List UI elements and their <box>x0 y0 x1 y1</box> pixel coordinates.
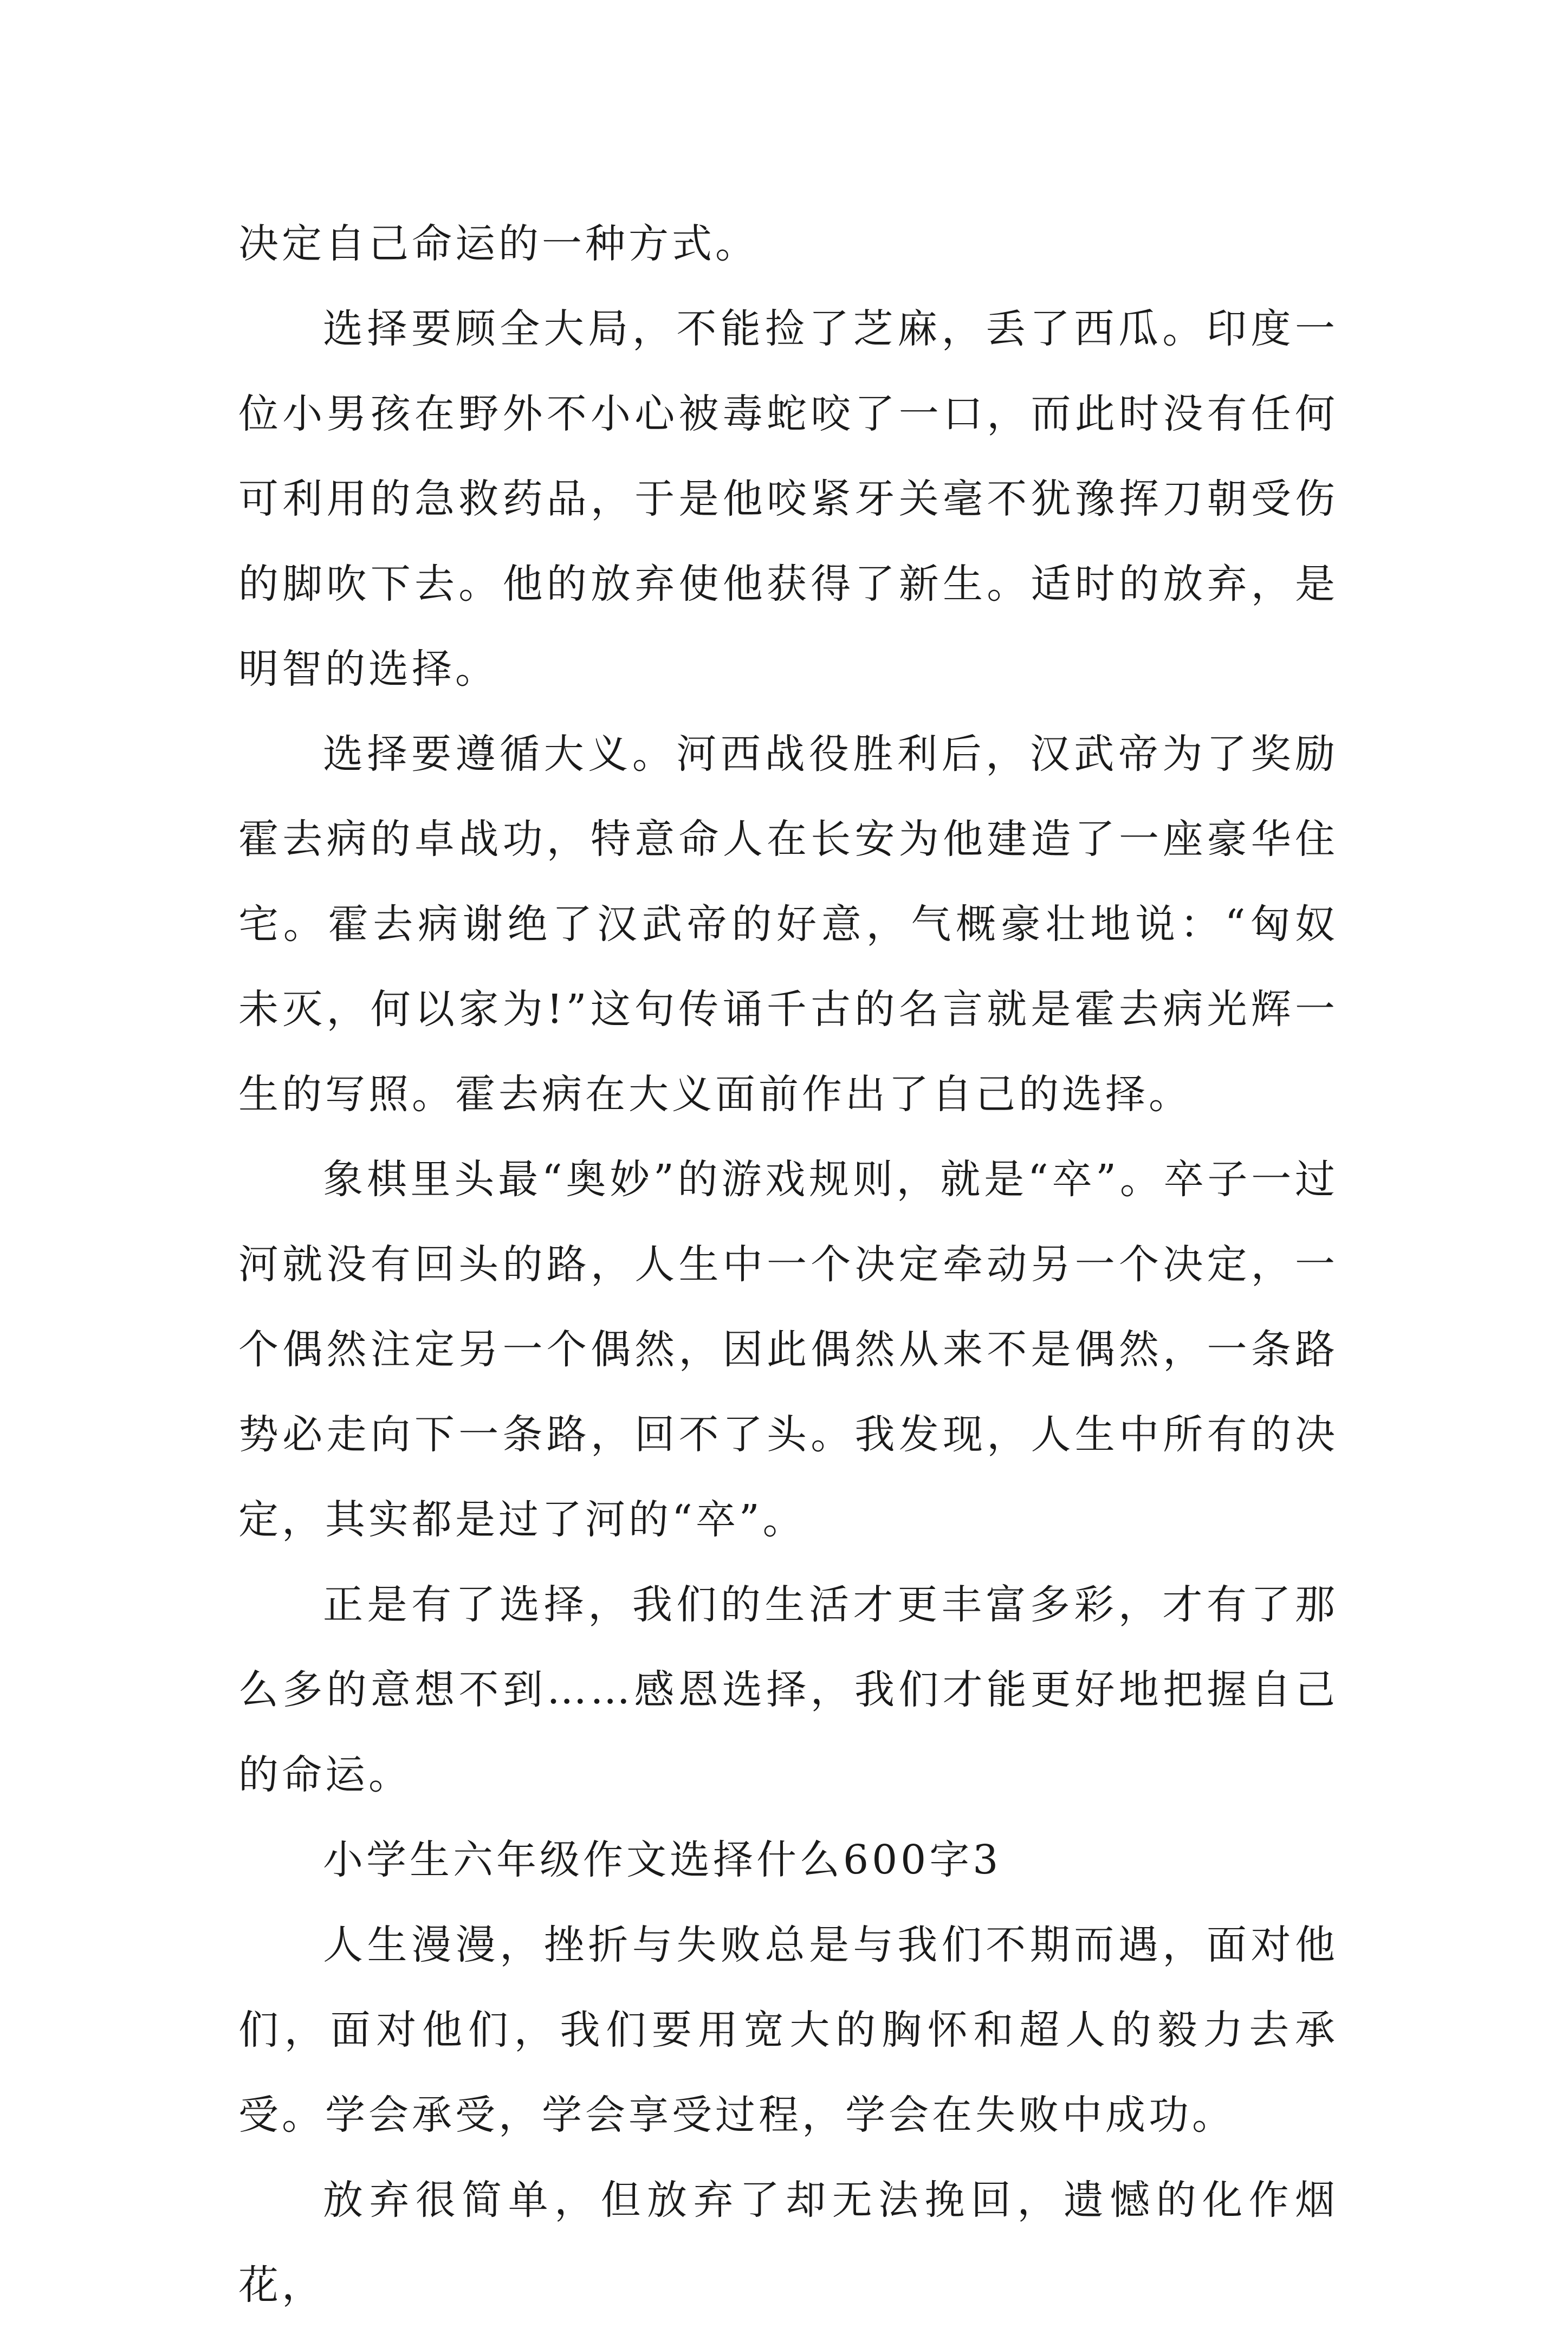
paragraph-big-picture: 选择要顾全大局，不能捡了芝麻，丢了西瓜。印度一位小男孩在野外不小心被毒蛇咬了一口，而此时没有任何可利用的急救药品，于是他咬紧牙关毫不犹豫挥刀朝受伤的脚吹下去。他的放弃使他获得了新生。适时的放弃，是明智的选择。 <box>238 306 1338 692</box>
paragraph-righteousness: 选择要遵循大义。河西战役胜利后，汉武帝为了奖励霍去病的卓战功，特意命人在长安为他建造了一座豪华住宅。霍去病谢绝了汉武帝的好意，气概豪壮地说：“匈奴未灭，何以家为!”这句传诵千古的名言就是霍去病光辉一生的写照。霍去病在大义面前作出了自己的选择。 <box>238 731 1338 1118</box>
paragraph-giving-up: 放弃很简单，但放弃了却无法挽回，遗憾的化作烟花， <box>238 2177 1338 2308</box>
document-body <box>238 202 1338 2328</box>
paragraph-endurance: 人生漫漫，挫折与失败总是与我们不期而遇，面对他们，面对他们，我们要用宽大的胸怀和超人的毅力去承受。学会承受，学会享受过程，学会在失败中成功。 <box>238 1922 1338 2138</box>
paragraph-gratitude: 正是有了选择，我们的生活才更丰富多彩，才有了那么多的意想不到……感恩选择，我们才能更好地把握自己的命运。 <box>238 1581 1338 1798</box>
paragraph-chess-pawn: 象棋里头最“奥妙”的游戏规则，就是“卒”。卒子一过河就没有回头的路，人生中一个决定牵动另一个决定，一个偶然注定另一个偶然，因此偶然从来不是偶然，一条路势必走向下一条路，回不了头。我发现，人生中所有的决定，其实都是过了河的“卒”。 <box>238 1156 1338 1543</box>
paragraph-fate-ending: 决定自己命运的一种方式。 <box>238 221 759 267</box>
section-heading: 小学生六年级作文选择什么600字3 <box>323 1837 1002 1883</box>
